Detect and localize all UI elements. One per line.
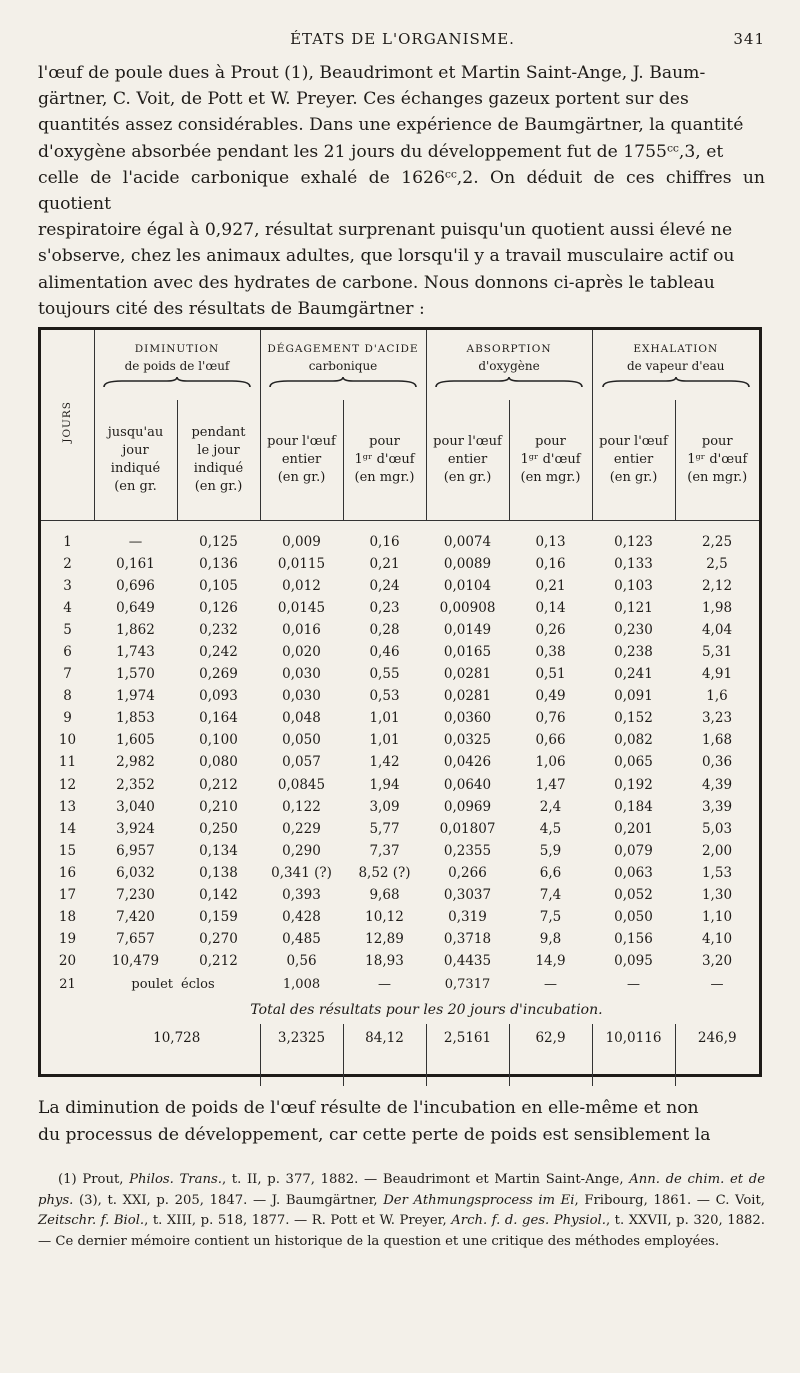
intro-line: gärtner, C. Voit, de Pott et W. Preyer. Ces échanges gazeux portent sur des — [38, 89, 689, 110]
cell: 0,212 — [199, 953, 238, 970]
running-title: ÉTATS DE L'ORGANISME. — [290, 30, 515, 48]
cell: 18,93 — [365, 953, 404, 970]
cell: 0,184 — [614, 798, 653, 815]
cell: 0,0845 — [277, 776, 326, 793]
cell: 0,079 — [614, 842, 653, 859]
cell: 0,164 — [199, 710, 238, 727]
cell: 0,0145 — [277, 599, 326, 616]
total-row — [41, 1024, 759, 1086]
cell: 3,09 — [369, 798, 400, 815]
cell: 0,093 — [199, 688, 238, 705]
day-cell: 10 — [58, 732, 77, 749]
group-header: EXHALATION de vapeur d'eau — [592, 330, 759, 400]
table-row — [41, 520, 759, 553]
cell: 12,89 — [365, 931, 404, 948]
table-row — [41, 663, 759, 685]
cell: éclos — [181, 976, 215, 992]
cell: 0,0426 — [443, 754, 492, 771]
cell: 7,4 — [539, 887, 562, 904]
cell: 0,0115 — [277, 555, 326, 572]
cell: — — [128, 533, 143, 550]
cell: 0,009 — [282, 533, 321, 550]
total-cell: 2,5161 — [426, 1024, 509, 1086]
cell: 0,159 — [199, 909, 238, 926]
cell: 0,46 — [369, 644, 400, 661]
cell: 9,8 — [539, 931, 562, 948]
day-cell: 6 — [63, 644, 72, 661]
intro-line: celle de l'acide carbonique exhalé de 1626ᶜᶜ,2. On déduit de ces chiffres un quotient — [38, 167, 765, 215]
day-cell: 19 — [58, 931, 77, 948]
cell: 0,0104 — [443, 577, 492, 594]
intro-line: d'oxygène absorbée pendant les 21 jours du développement fut de 1755ᶜᶜ,3, et — [38, 141, 724, 162]
cell: 0,56 — [286, 953, 317, 970]
cell: 0,048 — [282, 710, 321, 727]
cell: 0,242 — [199, 644, 238, 661]
cell: 0,0089 — [443, 555, 492, 572]
intro-line: s'observe, chez les animaux adultes, que lorsqu'il y a travail musculaire actif ou — [38, 246, 735, 267]
cell: 0,36 — [701, 754, 733, 771]
cell: 0,3037 — [443, 887, 492, 904]
cell: 7,657 — [116, 931, 155, 948]
cell: 0,66 — [535, 732, 566, 749]
cell: 4,5 — [539, 820, 562, 837]
total-label-row — [41, 996, 759, 1024]
cell: — — [378, 976, 391, 992]
cell: 0,012 — [282, 577, 321, 594]
cell: 0,030 — [282, 688, 321, 705]
cell: 0,142 — [199, 887, 238, 904]
cell: 0,105 — [199, 577, 238, 594]
brace-icon — [434, 375, 584, 389]
cell: 0,0281 — [443, 688, 492, 705]
intro-line: respiratoire égal à 0,927, résultat surprenant puisqu'un quotient aussi élevé ne — [38, 220, 733, 241]
table-row — [41, 840, 759, 862]
cell: 0,319 — [448, 909, 487, 926]
group-header: ABSORPTION d'oxygène — [426, 330, 592, 400]
table-row — [41, 575, 759, 597]
table-row — [41, 707, 759, 729]
table-row — [41, 972, 759, 996]
cell: 4,39 — [701, 776, 733, 793]
body-line: du processus de développement, car cette perte de poids est sensiblement la — [38, 1125, 711, 1145]
day-cell: 5 — [63, 621, 72, 638]
cell: 0,0969 — [443, 798, 492, 815]
cell: 0,161 — [116, 555, 155, 572]
cell: 0,0325 — [443, 732, 492, 749]
cell: 1,008 — [282, 976, 321, 992]
table-row — [41, 641, 759, 663]
cell: 1,06 — [535, 754, 566, 771]
cell: 1,94 — [369, 776, 400, 793]
cell: 1,570 — [116, 666, 155, 683]
cell: 2,25 — [701, 533, 733, 550]
body-line: La diminution de poids de l'œuf résulte de l'incubation en elle-même et non — [38, 1098, 699, 1118]
cell: 0,290 — [282, 842, 321, 859]
day-cell: 12 — [58, 776, 77, 793]
cell: 0,393 — [282, 887, 321, 904]
sub-header: pour 1ᵍʳ d'œuf (en mgr.) — [509, 400, 592, 520]
cell: 0,050 — [282, 732, 321, 749]
table-row — [41, 950, 759, 972]
cell: 10,479 — [111, 953, 160, 970]
day-cell: 4 — [63, 599, 72, 616]
cell: 0,269 — [199, 666, 238, 683]
cell: 0,100 — [199, 732, 238, 749]
cell: 9,68 — [369, 887, 400, 904]
cell: 0,428 — [282, 909, 321, 926]
cell: 3,20 — [701, 953, 733, 970]
cell: 2,982 — [116, 754, 155, 771]
cell: 0,0074 — [443, 533, 492, 550]
sub-header: jusqu'au jour indiqué (en gr. — [94, 400, 177, 520]
cell: 7,5 — [539, 909, 562, 926]
cell: 0,696 — [116, 577, 155, 594]
intro-paragraph — [38, 60, 765, 322]
cell: 0,16 — [535, 555, 566, 572]
cell: 0,091 — [614, 688, 653, 705]
sub-header-row — [41, 400, 759, 520]
sub-header: pour 1ᵍʳ d'œuf (en mgr.) — [675, 400, 759, 520]
cell: 0,210 — [199, 798, 238, 815]
cell: 0,030 — [282, 666, 321, 683]
cell: 1,30 — [701, 887, 733, 904]
cell: 0,133 — [614, 555, 653, 572]
cell: 1,01 — [369, 732, 400, 749]
intro-line: l'œuf de poule dues à Prout (1), Beaudrimont et Martin Saint-Ange, J. Baum- — [38, 63, 706, 83]
cell: 0,134 — [199, 842, 238, 859]
cell: 0,0281 — [443, 666, 492, 683]
running-header — [40, 30, 765, 52]
cell: 5,03 — [701, 820, 733, 837]
cell: 0,53 — [369, 688, 400, 705]
cell: 0,14 — [535, 599, 566, 616]
table-row — [41, 619, 759, 641]
day-cell: 8 — [63, 688, 72, 705]
cell: 3,23 — [701, 710, 733, 727]
intro-line: toujours cité des résultats de Baumgärtner : — [38, 298, 425, 319]
cell: 0,125 — [199, 533, 238, 550]
cell: 0,250 — [199, 820, 238, 837]
cell: 1,853 — [116, 710, 155, 727]
table-row — [41, 685, 759, 707]
cell: 7,420 — [116, 909, 155, 926]
page-number: 341 — [733, 30, 765, 48]
cell: 6,6 — [539, 864, 562, 881]
cell: 1,6 — [706, 688, 728, 705]
cell: 0,050 — [614, 909, 653, 926]
day-cell: 20 — [58, 953, 77, 970]
day-cell: 17 — [58, 887, 77, 904]
baumgartner-table — [38, 327, 762, 1077]
table-row — [41, 906, 759, 928]
cell: — — [544, 976, 557, 992]
cell: 0,16 — [369, 533, 400, 550]
cell: 0,020 — [282, 644, 321, 661]
table-row — [41, 729, 759, 751]
cell: 1,862 — [116, 621, 155, 638]
cell: 0,00908 — [439, 599, 496, 616]
cell: 6,957 — [116, 842, 155, 859]
intro-line: alimentation avec des hydrates de carbone. Nous donnons ci-après le tableau — [38, 272, 715, 293]
day-cell: 1 — [63, 533, 72, 550]
day-cell: 3 — [63, 577, 72, 594]
cell: 0,229 — [282, 820, 321, 837]
day-cell: 13 — [58, 798, 77, 815]
total-cell: 3,2325 — [260, 1024, 343, 1086]
total-label: Total des résultats pour les 20 jours d'incubation. — [250, 1002, 603, 1019]
day-cell: 18 — [58, 909, 77, 926]
cell: 0,057 — [282, 754, 321, 771]
day-cell: 11 — [58, 754, 77, 771]
cell: — — [627, 976, 640, 992]
cell: poulet — [131, 976, 173, 992]
table-row — [41, 751, 759, 773]
cell: 3,924 — [116, 820, 155, 837]
cell: 0,016 — [282, 621, 321, 638]
cell: 0,238 — [614, 644, 653, 661]
cell: 0,0149 — [443, 621, 492, 638]
cell: 0,24 — [369, 577, 400, 594]
cell: 0,192 — [614, 776, 653, 793]
cell: 0,01807 — [439, 820, 496, 837]
cell: 0,156 — [614, 931, 653, 948]
table-row — [41, 884, 759, 906]
cell: 0,201 — [614, 820, 653, 837]
cell: 0,341 (?) — [271, 864, 332, 881]
cell: 0,270 — [199, 931, 238, 948]
jours-header — [41, 330, 94, 520]
table-row — [41, 597, 759, 619]
cell: 1,42 — [369, 754, 400, 771]
table-row — [41, 774, 759, 796]
cell: 0,55 — [369, 666, 400, 683]
cell: 0,152 — [614, 710, 653, 727]
day-cell: 7 — [63, 666, 72, 683]
cell: 2,4 — [539, 798, 562, 815]
cell: 0,51 — [535, 666, 566, 683]
cell: 0,28 — [369, 621, 400, 638]
cell: 1,974 — [116, 688, 155, 705]
group-header-row — [41, 330, 759, 400]
table-body — [41, 520, 759, 972]
cell: 2,352 — [116, 776, 155, 793]
day-cell: 2 — [63, 555, 72, 572]
cell: 0,0165 — [443, 644, 492, 661]
cell: 0,2355 — [443, 842, 492, 859]
cell: 1,743 — [116, 644, 155, 661]
table-row — [41, 928, 759, 950]
cell: 0,230 — [614, 621, 653, 638]
intro-line: quantités assez considérables. Dans une expérience de Baumgärtner, la quantité — [38, 115, 744, 136]
cell: 1,01 — [369, 710, 400, 727]
day-cell: 16 — [58, 864, 77, 881]
group-header: DÉGAGEMENT D'ACIDE carbonique — [260, 330, 426, 400]
cell: 8,52 (?) — [358, 864, 411, 881]
cell: 0,0360 — [443, 710, 492, 727]
sub-header: pendant le jour indiqué (en gr.) — [177, 400, 260, 520]
group-header: DIMINUTION de poids de l'œuf — [94, 330, 260, 400]
cell: 0,76 — [535, 710, 566, 727]
cell: 0,082 — [614, 732, 653, 749]
cell: 0,7317 — [444, 976, 491, 992]
cell: 0,065 — [614, 754, 653, 771]
cell: 1,53 — [701, 864, 733, 881]
cell: 0,26 — [535, 621, 566, 638]
cell: 7,37 — [369, 842, 400, 859]
cell: 0,138 — [199, 864, 238, 881]
brace-icon — [601, 375, 751, 389]
total-cell: 62,9 — [509, 1024, 592, 1086]
cell: 0,121 — [614, 599, 653, 616]
cell: 0,212 — [199, 776, 238, 793]
cell: 2,5 — [706, 555, 728, 572]
jours-label: JOURS — [60, 401, 73, 444]
day-cell: 9 — [63, 710, 72, 727]
cell: 4,10 — [701, 931, 733, 948]
cell: 0,063 — [614, 864, 653, 881]
cell: 0,232 — [199, 621, 238, 638]
sub-header: pour l'œuf entier (en gr.) — [426, 400, 509, 520]
day-cell: 15 — [58, 842, 77, 859]
cell: 3,39 — [701, 798, 733, 815]
day-cell: 14 — [58, 820, 77, 837]
cell: 0,126 — [199, 599, 238, 616]
cell: 0,241 — [614, 666, 653, 683]
cell: 6,032 — [116, 864, 155, 881]
table-row — [41, 553, 759, 575]
cell: 0,266 — [448, 864, 487, 881]
cell: 5,31 — [701, 644, 733, 661]
cell: 1,98 — [701, 599, 733, 616]
cell: 0,095 — [614, 953, 653, 970]
cell: 3,040 — [116, 798, 155, 815]
cell: 0,23 — [369, 599, 400, 616]
cell: 0,0640 — [443, 776, 492, 793]
cell: 0,49 — [535, 688, 566, 705]
cell: 14,9 — [535, 953, 566, 970]
cell: 0,4435 — [443, 953, 492, 970]
cell: 1,47 — [535, 776, 566, 793]
brace-icon — [268, 375, 418, 389]
cell: 0,080 — [199, 754, 238, 771]
cell: 0,122 — [282, 798, 321, 815]
total-cell: 10,0116 — [592, 1024, 675, 1086]
cell: 2,12 — [701, 577, 733, 594]
cell: 0,21 — [535, 577, 566, 594]
cell: 0,38 — [535, 644, 566, 661]
sub-header: pour 1ᵍʳ d'œuf (en mgr.) — [343, 400, 426, 520]
table-row — [41, 796, 759, 818]
table-row — [41, 818, 759, 840]
cell: 5,9 — [539, 842, 562, 859]
sub-header: pour l'œuf entier (en gr.) — [260, 400, 343, 520]
cell: 7,230 — [116, 887, 155, 904]
cell: 10,12 — [365, 909, 404, 926]
cell: — — [710, 976, 724, 992]
sub-header: pour l'œuf entier (en gr.) — [592, 400, 675, 520]
cell: 4,04 — [701, 621, 733, 638]
total-cell: 10,728 — [153, 1030, 201, 1047]
cell: 0,13 — [535, 533, 566, 550]
cell: 1,10 — [701, 909, 733, 926]
cell: 0,103 — [614, 577, 653, 594]
day-cell: 21 — [59, 976, 76, 992]
body-paragraph — [38, 1095, 765, 1149]
cell: 5,77 — [369, 820, 400, 837]
cell: 0,052 — [614, 887, 653, 904]
cell: 0,485 — [282, 931, 321, 948]
cell: 0,3718 — [443, 931, 492, 948]
cell: 2,00 — [701, 842, 733, 859]
cell: 0,649 — [116, 599, 155, 616]
total-cell: 246,9 — [675, 1024, 759, 1086]
cell: 0,21 — [369, 555, 400, 572]
cell: 1,68 — [701, 732, 733, 749]
cell: 4,91 — [701, 666, 733, 683]
total-cell: 84,12 — [343, 1024, 426, 1086]
brace-icon — [102, 375, 252, 389]
cell: 0,136 — [199, 555, 238, 572]
cell: 0,123 — [614, 533, 653, 550]
cell: 1,605 — [116, 732, 155, 749]
table-row — [41, 862, 759, 884]
footnote: (1) Prout, Philos. Trans., t. II, p. 377, 1882. — Beaudrimont et Martin Saint-Ange, Ann. de chim. et de phys. (3), t. XXI, p. 205, 1847. — J. Baumgärtner, Der Athmungsprocess im Ei, Fribourg, 1861. — C. Voit, Zeitschr. f. Biol., t. XIII, p. 518, 1877. — R. Pott et W. Preyer, Arch. f. d. ges. Physiol., t. XXVII, p. 320, 1882. — Ce dernier mémoire contient un historique de la question et une critique des méthodes employées. — [38, 1172, 765, 1249]
